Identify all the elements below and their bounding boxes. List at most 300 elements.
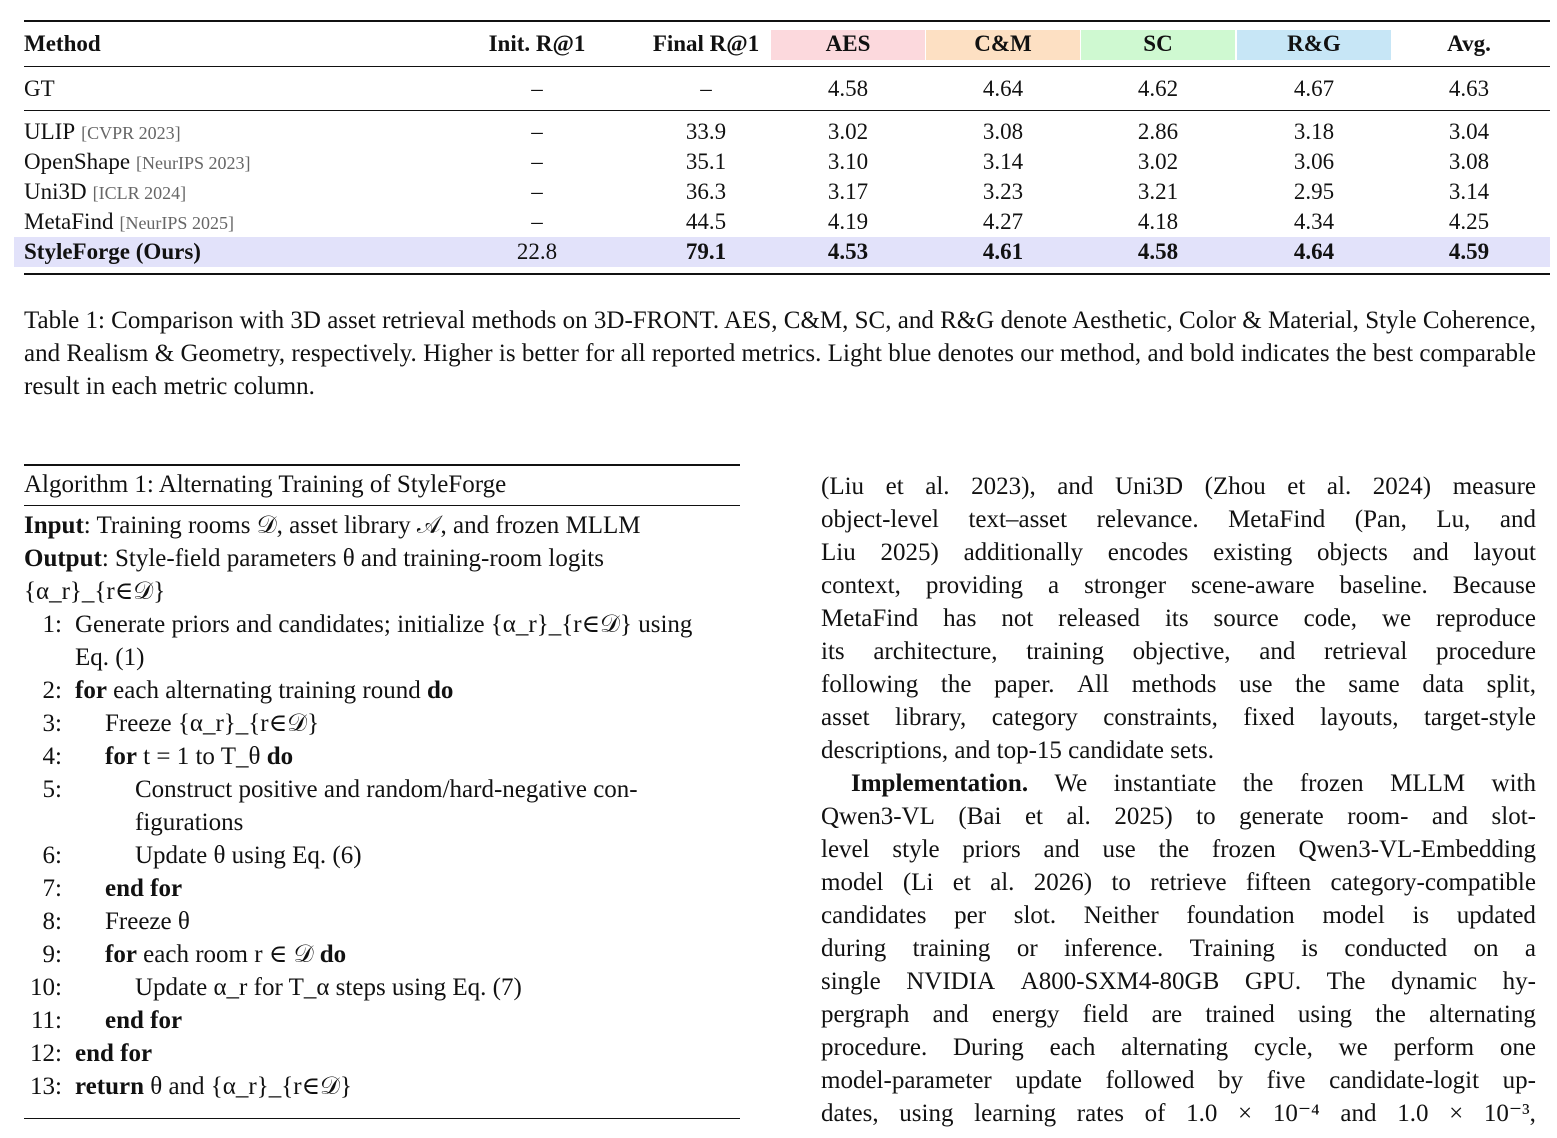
text-line xyxy=(821,1031,1536,1064)
table-row xyxy=(14,207,1550,237)
header-rule xyxy=(24,66,1550,67)
word: its xyxy=(1164,605,1189,632)
row-aes: 4.58 xyxy=(827,76,869,101)
line-number: 12: xyxy=(30,1040,62,1067)
word: learning xyxy=(974,1100,1057,1127)
keyword: for xyxy=(105,743,137,770)
row-cm: 4.61 xyxy=(982,239,1024,264)
word: 2025) xyxy=(1114,803,1173,830)
word: source xyxy=(1213,605,1279,632)
row-rg: 4.34 xyxy=(1293,209,1335,234)
word: retrieval xyxy=(1324,638,1408,665)
line-text xyxy=(135,839,362,872)
word: GPU. xyxy=(1244,968,1302,995)
word: 10⁻³, xyxy=(1483,1100,1536,1127)
text-line xyxy=(821,1097,1536,1130)
step-text: Construct positive and random/hard-negative con- xyxy=(135,776,638,803)
line-number: 3: xyxy=(42,710,62,737)
word: and xyxy=(1499,506,1536,533)
row-venue: [CVPR 2023] xyxy=(81,123,181,143)
text-line xyxy=(821,965,1536,998)
word: et xyxy=(1287,473,1306,500)
row-sc: 2.86 xyxy=(1137,119,1179,144)
table-top-rule xyxy=(24,20,1550,22)
word: dynamic xyxy=(1391,968,1478,995)
word: conducted xyxy=(1344,935,1448,962)
step-text: Update θ using Eq. (6) xyxy=(135,842,362,869)
row-sc: 4.62 xyxy=(1137,76,1179,101)
word: training xyxy=(1026,638,1104,665)
line-text xyxy=(105,872,182,905)
row-cm: 3.08 xyxy=(982,119,1024,144)
word: retrieve xyxy=(1150,869,1227,896)
paragraph-baselines xyxy=(821,470,1536,767)
row-avg: 3.08 xyxy=(1448,149,1490,174)
word: MetaFind xyxy=(1228,506,1326,533)
line-number: 5: xyxy=(42,776,62,803)
line-text xyxy=(105,707,319,740)
step-text: each room r ∈ 𝒟 xyxy=(136,941,320,968)
word: et xyxy=(1024,803,1043,830)
row-venue: [NeurIPS 2025] xyxy=(119,213,234,233)
line-number: 13: xyxy=(30,1073,62,1100)
word: Neither xyxy=(1083,902,1159,929)
word: objective, xyxy=(1132,638,1231,665)
word: architecture, xyxy=(873,638,998,665)
word: al. xyxy=(1066,803,1091,830)
word: All xyxy=(1077,671,1110,698)
row-sc: 3.21 xyxy=(1137,179,1179,204)
word: not xyxy=(1001,605,1034,632)
word: trained xyxy=(1205,1001,1275,1028)
row-rg: 4.64 xyxy=(1293,239,1335,264)
word: Uni3D xyxy=(1114,473,1184,500)
word: MLLM xyxy=(1390,770,1466,797)
table-row-ours xyxy=(14,237,1550,267)
step-text: θ and {α_r}_{r∈𝒟} xyxy=(143,1073,353,1100)
row-sc: 3.02 xyxy=(1137,149,1179,174)
word: its xyxy=(821,638,845,665)
word: we xyxy=(1381,605,1412,632)
word: to xyxy=(1196,803,1216,830)
text-line xyxy=(821,569,1536,602)
step-text: Eq. (1) xyxy=(75,644,145,671)
row-init: – xyxy=(531,149,543,174)
word: use xyxy=(1239,671,1273,698)
word: 2024) xyxy=(1372,473,1432,500)
line-number: 10: xyxy=(30,974,62,1001)
header-avg: Avg. xyxy=(1447,31,1491,56)
word: fixed xyxy=(1243,704,1295,731)
word: followed xyxy=(1105,1067,1195,1094)
word: layout xyxy=(1473,539,1536,566)
word: We xyxy=(1054,770,1088,797)
word: providing xyxy=(925,572,1024,599)
word: by xyxy=(1218,1067,1244,1094)
row-init: – xyxy=(531,119,543,144)
word: one xyxy=(1499,1034,1536,1061)
line-text xyxy=(135,806,243,839)
row-rg: 3.18 xyxy=(1293,119,1335,144)
word: category-compatible xyxy=(1330,869,1536,896)
line-text xyxy=(75,641,144,674)
row-avg: 4.25 xyxy=(1448,209,1490,234)
row-avg: 3.04 xyxy=(1448,119,1490,144)
word: (Li xyxy=(902,869,934,896)
word: al. xyxy=(1326,473,1352,500)
word: up- xyxy=(1502,1067,1536,1094)
implementation-heading: Implementation. xyxy=(851,770,1029,797)
word: methods xyxy=(1131,671,1217,698)
word: same xyxy=(1348,671,1400,698)
text-line xyxy=(821,866,1536,899)
word: objects xyxy=(1317,539,1388,566)
text-line xyxy=(821,536,1536,569)
word: al. xyxy=(925,473,950,500)
word: alternating xyxy=(1428,1001,1536,1028)
row-avg: 3.14 xyxy=(1448,179,1490,204)
row-cm: 4.64 xyxy=(982,76,1024,101)
keyword: return xyxy=(75,1073,144,1100)
text-line xyxy=(821,1064,1536,1097)
word: and xyxy=(1259,638,1296,665)
word: Training xyxy=(1189,935,1275,962)
word: fifteen xyxy=(1245,869,1312,896)
word: room- xyxy=(1347,803,1409,830)
word: library, xyxy=(895,704,967,731)
row-sc: 4.58 xyxy=(1137,239,1179,264)
row-init: 22.8 xyxy=(516,239,558,264)
word: following xyxy=(821,671,919,698)
word: energy xyxy=(991,1001,1060,1028)
text-line: descriptions, and top-15 candidate sets. xyxy=(821,737,1214,764)
word: a xyxy=(1048,572,1060,599)
input-label: Input xyxy=(24,512,84,539)
line-number: 6: xyxy=(42,842,62,869)
keyword: do xyxy=(426,677,454,704)
keyword: do xyxy=(319,941,347,968)
word: rates xyxy=(1076,1100,1124,1127)
word: training xyxy=(912,935,991,962)
algorithm-bottom-rule xyxy=(24,1118,740,1119)
word: context, xyxy=(821,572,901,599)
word: (Liu xyxy=(821,473,865,500)
word: to xyxy=(1111,869,1131,896)
word: A800-SXM4-80GB xyxy=(1020,968,1220,995)
table-caption: Table 1: Comparison with 3D asset retrieval methods on 3D-FRONT. AES, C&M, SC, and R&G denote Aesthetic, Color & Material, Style Coherence, and Realism & Geometry, respectively. Higher is better for all reported metrics. Light blue denotes our method, and bold indicates the best comparable result in each metric column. xyxy=(24,307,1536,400)
row-cm: 3.23 xyxy=(982,179,1024,204)
word: constraints, xyxy=(1103,704,1218,731)
body-text xyxy=(821,470,1536,1130)
word: The xyxy=(1326,968,1366,995)
word: hy- xyxy=(1502,968,1536,995)
word: asset xyxy=(821,704,870,731)
word: update xyxy=(1015,1067,1082,1094)
word: (Bai xyxy=(958,803,1002,830)
text-line xyxy=(821,800,1536,833)
word: and xyxy=(1431,803,1469,830)
word: using xyxy=(899,1100,954,1127)
word: reproduce xyxy=(1436,605,1536,632)
line-text xyxy=(105,938,346,971)
keyword: end for xyxy=(105,875,183,902)
word: are xyxy=(1151,1001,1183,1028)
row-venue: [NeurIPS 2023] xyxy=(136,153,251,173)
word: category xyxy=(991,704,1078,731)
word: inference. xyxy=(1064,935,1164,962)
word: layouts, xyxy=(1320,704,1399,731)
word: 1.0 xyxy=(1186,1100,1218,1127)
word: style xyxy=(892,836,940,863)
header-init-r1: Init. R@1 xyxy=(488,31,586,56)
line-number: 9: xyxy=(42,941,62,968)
word: × xyxy=(1449,1100,1464,1127)
word: single xyxy=(821,968,881,995)
word: using xyxy=(1297,1001,1353,1028)
word: al. xyxy=(990,869,1015,896)
word: use xyxy=(1102,836,1136,863)
text-line xyxy=(821,767,1536,800)
keyword: do xyxy=(266,743,294,770)
input-text: : Training rooms 𝒟, asset library 𝒜, and frozen MLLM xyxy=(83,512,641,539)
row-final: 33.9 xyxy=(685,119,727,144)
step-text: t = 1 to T_θ xyxy=(136,743,267,770)
word: slot. xyxy=(1013,902,1057,929)
row-cm: 3.14 xyxy=(982,149,1024,174)
algorithm-top-rule xyxy=(24,464,740,466)
header-sc: SC xyxy=(1143,31,1173,56)
row-aes: 3.10 xyxy=(827,149,869,174)
row-venue: [ICLR 2024] xyxy=(92,183,187,203)
text-line xyxy=(821,470,1536,503)
row-final: – xyxy=(700,76,712,101)
line-number: 4: xyxy=(42,743,62,770)
word: object-level xyxy=(821,506,939,533)
header-method: Method xyxy=(24,31,101,56)
word: updated xyxy=(1456,902,1536,929)
row-init: – xyxy=(531,209,543,234)
word: scene-aware xyxy=(1191,572,1315,599)
word: (Zhou xyxy=(1204,473,1266,500)
row-method-cell xyxy=(24,117,181,147)
word: has xyxy=(943,605,977,632)
word: 10⁻⁴ xyxy=(1272,1100,1320,1127)
row-avg: 4.63 xyxy=(1448,76,1490,101)
word: cycle, xyxy=(1253,1034,1313,1061)
word: the xyxy=(1375,1001,1406,1028)
text-line xyxy=(821,635,1536,668)
row-rg: 4.67 xyxy=(1293,76,1335,101)
word: et xyxy=(885,473,904,500)
word: model xyxy=(821,869,884,896)
word: model xyxy=(1322,902,1385,929)
word: we xyxy=(1338,1034,1368,1061)
word: MetaFind xyxy=(821,605,919,632)
row-method: MetaFind xyxy=(24,209,114,234)
row-rg: 3.06 xyxy=(1293,149,1335,174)
word: the xyxy=(1295,671,1326,698)
word: alternating xyxy=(1121,1034,1229,1061)
word: slot- xyxy=(1491,803,1536,830)
algorithm-title: Algorithm 1: Alternating Training of StyleForge xyxy=(24,471,507,498)
text-line xyxy=(821,932,1536,965)
word: code, xyxy=(1303,605,1358,632)
word: Qwen3-VL xyxy=(821,803,935,830)
line-text xyxy=(105,905,190,938)
step-text: Update α_r for T_α steps using Eq. (7) xyxy=(135,974,522,1001)
header-cm: C&M xyxy=(974,31,1032,56)
word: paper. xyxy=(994,671,1055,698)
word: frozen xyxy=(1211,836,1276,863)
word: procedure xyxy=(1436,638,1536,665)
line-number: 7: xyxy=(42,875,62,902)
row-final: 35.1 xyxy=(685,149,727,174)
row-final: 36.3 xyxy=(685,179,727,204)
header-final-r1: Final R@1 xyxy=(652,31,760,56)
word: data xyxy=(1422,671,1464,698)
word: level xyxy=(821,836,870,863)
row-aes: 3.17 xyxy=(827,179,869,204)
table-row xyxy=(14,117,1550,147)
step-text: figurations xyxy=(135,809,244,836)
output-label: Output xyxy=(24,545,102,572)
word: five xyxy=(1266,1067,1306,1094)
word: or xyxy=(1016,935,1038,962)
output-text: : Style-field parameters θ and training-room logits xyxy=(101,545,604,572)
word: generate xyxy=(1239,803,1324,830)
text-line xyxy=(821,503,1536,536)
keyword: for xyxy=(105,941,137,968)
word: foundation xyxy=(1186,902,1295,929)
row-aes: 4.53 xyxy=(827,239,869,264)
gt-rule xyxy=(24,110,1550,111)
line-text xyxy=(75,674,453,707)
word: during xyxy=(821,935,887,962)
word: 2025) xyxy=(880,539,939,566)
word: et xyxy=(952,869,971,896)
word: priors xyxy=(962,836,1021,863)
word: and xyxy=(1340,1100,1377,1127)
word: Qwen3-VL-Embedding xyxy=(1298,836,1536,863)
word: Lu, xyxy=(1436,506,1471,533)
line-number: 11: xyxy=(30,1007,62,1034)
algorithm-title-rule xyxy=(24,505,740,506)
word: with xyxy=(1491,770,1536,797)
header-rg: R&G xyxy=(1287,31,1341,56)
word: candidates xyxy=(821,902,927,929)
word: candidate-logit xyxy=(1329,1067,1480,1094)
table-row xyxy=(14,147,1550,177)
word: the xyxy=(1158,836,1190,863)
word: instantiate xyxy=(1113,770,1217,797)
word: the xyxy=(1242,770,1274,797)
row-final: 79.1 xyxy=(685,239,727,264)
text-line xyxy=(821,998,1536,1031)
word: split, xyxy=(1486,671,1536,698)
word: field xyxy=(1082,1001,1129,1028)
row-avg: 4.59 xyxy=(1448,239,1490,264)
row-method: ULIP xyxy=(24,119,76,144)
word: encodes xyxy=(1107,539,1189,566)
word: frozen xyxy=(1299,770,1364,797)
output-line xyxy=(24,542,740,575)
text-line xyxy=(821,668,1536,701)
text-line xyxy=(821,899,1536,932)
row-init: – xyxy=(531,76,543,101)
row-method: Uni3D xyxy=(24,179,87,204)
word: the xyxy=(940,671,972,698)
word: and xyxy=(1043,836,1080,863)
line-number: 8: xyxy=(42,908,62,935)
word: model-parameter xyxy=(821,1067,992,1094)
word: released xyxy=(1058,605,1141,632)
word: measure xyxy=(1452,473,1536,500)
word: 2023), xyxy=(971,473,1036,500)
table-row-gt xyxy=(14,74,1550,104)
word: per xyxy=(954,902,987,929)
word: NVIDIA xyxy=(906,968,996,995)
keyword: end for xyxy=(105,1007,183,1034)
word: is xyxy=(1301,935,1318,962)
word: target-style xyxy=(1423,704,1536,731)
word: pergraph xyxy=(821,1001,910,1028)
line-number: 1: xyxy=(42,611,62,638)
step-text: Freeze θ xyxy=(105,908,190,935)
row-init: – xyxy=(531,179,543,204)
row-aes: 3.02 xyxy=(827,119,869,144)
word: × xyxy=(1238,1100,1253,1127)
step-text: Freeze {α_r}_{r∈𝒟} xyxy=(105,710,320,737)
word: and xyxy=(932,1001,969,1028)
word: on xyxy=(1473,935,1499,962)
word: existing xyxy=(1213,539,1293,566)
table-row xyxy=(14,177,1550,207)
line-text xyxy=(135,971,522,1004)
table-header-row xyxy=(14,29,1550,59)
row-rg: 2.95 xyxy=(1293,179,1335,204)
word: and xyxy=(1412,539,1449,566)
row-method-cell xyxy=(24,147,251,177)
word: additionally xyxy=(963,539,1083,566)
step-text: Generate priors and candidates; initialize {α_r}_{r∈𝒟} using xyxy=(75,611,693,638)
line-text xyxy=(105,1004,182,1037)
row-method: OpenShape xyxy=(24,149,131,174)
word: a xyxy=(1524,935,1536,962)
word: 2026) xyxy=(1033,869,1093,896)
algorithm-output xyxy=(24,542,740,575)
keyword: for xyxy=(75,677,107,704)
line-text xyxy=(75,1070,352,1103)
word: Liu xyxy=(821,539,856,566)
table-bottom-rule xyxy=(24,273,1550,275)
row-cm: 4.27 xyxy=(982,209,1024,234)
word: dates, xyxy=(821,1100,879,1127)
word: perform xyxy=(1393,1034,1475,1061)
paragraph-implementation xyxy=(821,767,1536,1130)
keyword: end for xyxy=(75,1040,153,1067)
line-number: 2: xyxy=(42,677,62,704)
header-aes: AES xyxy=(825,31,871,56)
algorithm-input xyxy=(24,509,740,542)
text-line xyxy=(821,701,1536,734)
word: procedure. xyxy=(821,1034,928,1061)
word: each xyxy=(1049,1034,1096,1061)
row-method: GT xyxy=(24,76,55,101)
word: baseline. xyxy=(1339,572,1428,599)
input-line xyxy=(24,509,641,542)
text-line xyxy=(821,602,1536,635)
word: Because xyxy=(1452,572,1536,599)
